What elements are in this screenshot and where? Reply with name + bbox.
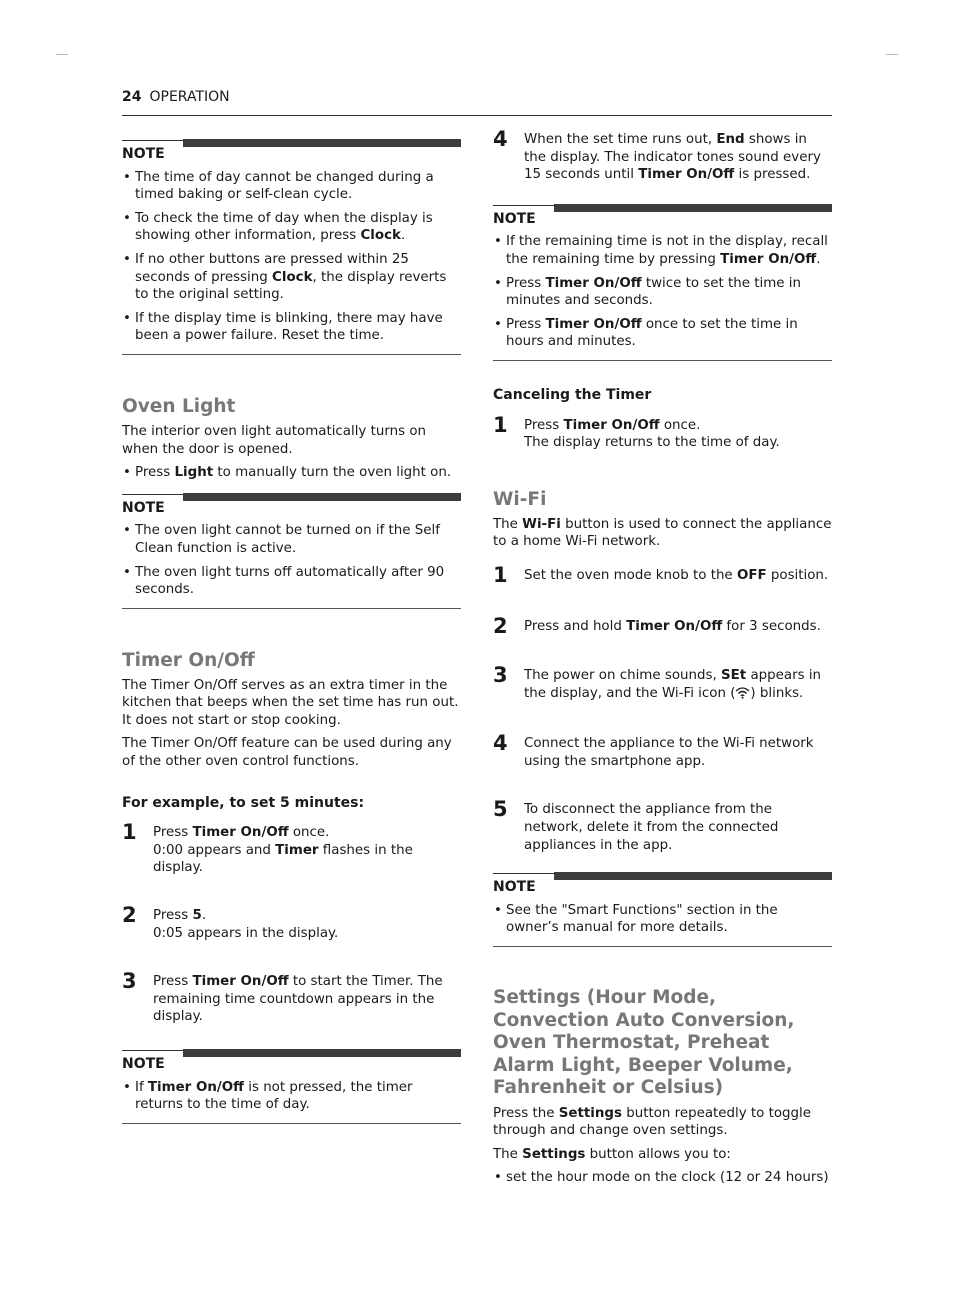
step-number: 2 [122,903,137,928]
step-number: 4 [493,731,508,756]
step: 2 Press and hold Timer On/Off for 3 seconds. [493,613,821,638]
note-title: NOTE [122,499,165,516]
page-header [122,89,832,116]
step-number: 5 [493,797,508,822]
note-box [122,142,461,355]
settings-heading: Settings (Hour Mode, Convection Auto Conversion, Oven Thermostat, Preheat Alarm Light, Beeper Volume, Fahrenheit or Celsius) [493,987,795,1099]
settings-paragraph: Press the Settings button repeatedly to toggle through and change oven settings. [493,1105,812,1139]
step: 2 Press 5. 0:05 appears in the display. [122,903,339,941]
note-item: • The time of day cannot be changed during a timed baking or self-clean cycle. [122,169,461,204]
note-title: NOTE [493,210,536,227]
note-item: • Press Timer On/Off twice to set the time in minutes and seconds. [493,275,832,310]
example-heading: For example, to set 5 minutes: [122,794,365,811]
note-item: • To check the time of day when the display is showing other information, press Clock. [122,210,461,245]
note-item: • Press Timer On/Off once to set the time in hours and minutes. [493,316,832,351]
page-number: 24 [122,89,142,105]
step-number: 3 [122,969,137,994]
step: 3 The power on chime sounds, SEt appears in the display, and the Wi-Fi icon ( ) blinks. [493,667,832,704]
step: 3 Press Timer On/Off to start the Timer. The remaining time countdown appears in the display. [122,969,443,1025]
note-item: • If no other buttons are pressed within 25 seconds of pressing Clock, the display reverts to the original setting. [122,251,461,304]
cancel-heading: Canceling the Timer [493,386,652,403]
note-item: • If the display time is blinking, there may have been a power failure. Reset the time. [122,310,461,345]
oven-light-bullet: • Press Light to manually turn the oven light on. [122,464,461,482]
settings-paragraph: The Settings button allows you to: [493,1146,731,1162]
timer-heading: Timer On/Off [122,649,255,671]
section-title: OPERATION [149,89,230,105]
note-box [122,496,461,609]
step-number: 1 [493,562,508,587]
crop-mark-right [886,54,898,55]
step: 1 Press Timer On/Off once. 0:00 appears and Timer flashes in the display. [122,820,413,876]
settings-bullet: • set the hour mode on the clock (12 or 24 hours) [493,1169,832,1187]
note-item: • If Timer On/Off is not pressed, the timer returns to the time of day. [122,1079,461,1114]
step: 1 Press Timer On/Off once. The display returns to the time of day. [493,412,780,451]
step-number: 3 [493,663,508,688]
step: 1 Set the oven mode knob to the OFF position. [493,562,829,587]
timer-paragraph: The Timer On/Off serves as an extra timer in the kitchen that beeps when the set time has run out. It does not start or stop cooking. [122,677,459,728]
note-box [493,207,832,361]
timer-paragraph: The Timer On/Off feature can be used during any of the other oven control functions. [122,736,452,770]
note-title: NOTE [122,146,165,162]
note-item: • See the "Smart Functions" section in the owner’s manual for more details. [493,902,832,937]
wifi-heading: Wi-Fi [493,488,547,510]
note-item: • The oven light cannot be turned on if the Self Clean function is active. [122,522,461,557]
note-box [122,1052,461,1124]
note-box [493,875,832,947]
oven-light-intro: The interior oven light automatically turns on when the door is opened. [122,423,427,457]
left-column [122,142,461,1124]
note-title: NOTE [493,879,536,896]
step-number: 4 [493,127,508,151]
step-number: 1 [122,820,137,845]
right-column [493,127,832,1193]
oven-light-heading: Oven Light [122,395,236,417]
step: 4 When the set time runs out, End shows in the display. The indicator tones sound every 15 seconds until Timer On/Off is pressed. [493,127,821,183]
wifi-intro: The Wi-Fi button is used to connect the appliance to a home Wi-Fi network. [493,516,832,550]
note-item: • If the remaining time is not in the display, recall the remaining time by pressing Timer On/Off. [493,233,832,268]
crop-mark-left [56,54,68,55]
step: 4 Connect the appliance to the Wi-Fi network using the smartphone app. [493,731,814,769]
step-number: 1 [493,412,508,437]
note-title: NOTE [122,1056,165,1072]
step: 5 To disconnect the appliance from the network, delete it from the connected appliances in the app. [493,797,779,853]
wifi-icon [735,686,750,705]
note-item: • The oven light turns off automatically after 90 seconds. [122,564,461,599]
step-number: 2 [493,613,508,638]
